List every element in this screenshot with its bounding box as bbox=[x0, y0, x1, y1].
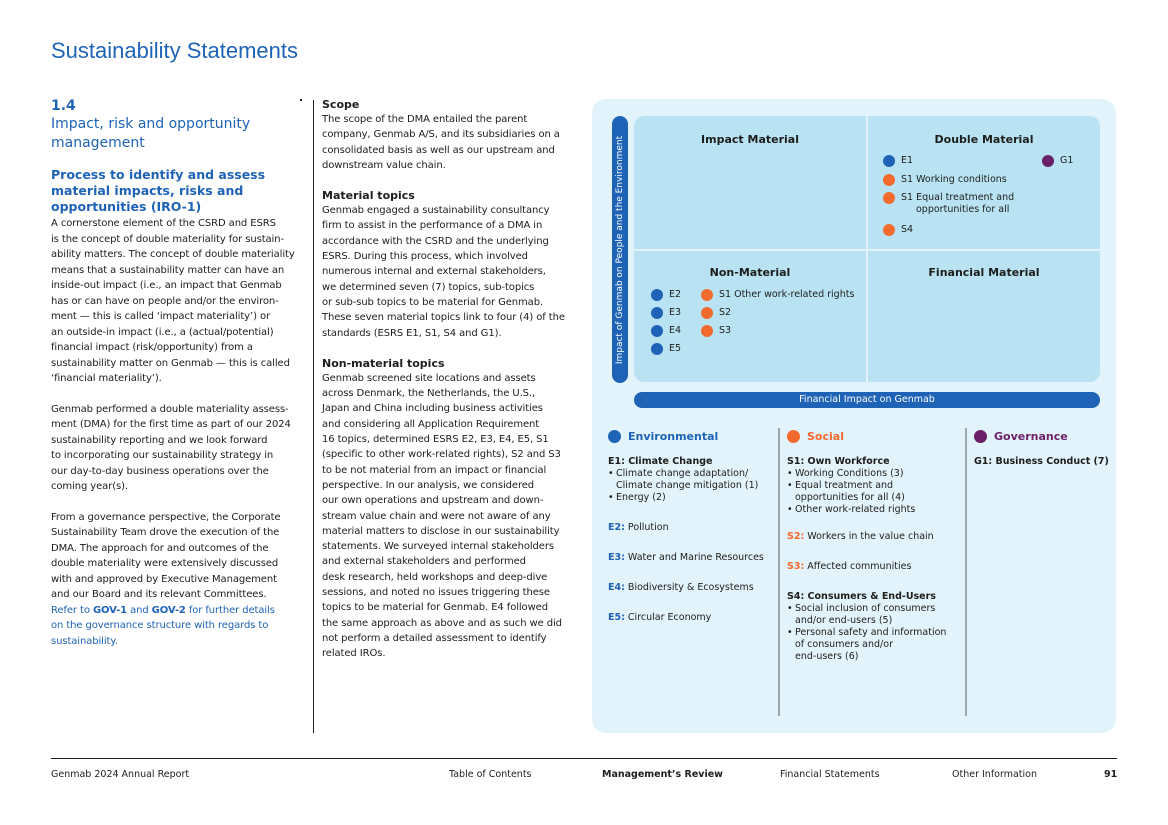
section-number: 1.4 bbox=[51, 98, 76, 114]
column-divider bbox=[313, 100, 314, 733]
point-s3: S3 bbox=[701, 325, 731, 337]
gov2-link[interactable]: GOV-2 bbox=[151, 604, 186, 616]
legend-separator-2 bbox=[965, 428, 967, 716]
point-s1-working-conditions: S1 Working conditions bbox=[883, 174, 1007, 186]
footer-report-name: Genmab 2024 Annual Report bbox=[51, 769, 190, 780]
point-e2: E2 bbox=[651, 289, 681, 301]
legend-governance: Governance G1: Business Conduct (7) bbox=[974, 429, 1109, 467]
point-e1: E1 bbox=[883, 155, 913, 167]
scope-text: The scope of the DMA entailed the parent company, Genmab A/S, and its subsidiaries on a consolidated basis as well as our upstream and downstream value chain. bbox=[322, 114, 560, 171]
double-material-title: Double Material bbox=[934, 133, 1034, 146]
point-s1-other-rights: S1 Other work-related rights bbox=[701, 289, 854, 301]
point-s2: S2 bbox=[701, 307, 731, 319]
non-material-title: Non-Material bbox=[709, 266, 791, 279]
footer-page-number: 91 bbox=[1104, 769, 1118, 780]
legend-social: Social S1: Own Workforce • Working Conditions (3) • Equal treatment and opportunities for all (4) • Other work-related rights S2: Workers in the value chain S3: Affected communities S4: Consumers & End-Users • Social inclusion of consumers and/or end-users (5) • Personal safety and information of consumers and/or end-users (6) bbox=[787, 428, 959, 663]
footer-nav-management-review[interactable]: Management’s Review bbox=[602, 769, 723, 780]
legend-environmental: Environmental E1: Climate Change • Climate change adaptation/ Climate change mitigation (1) • Energy (2) E2: Pollution E3: Water and Marine Resources E4: Biodiversity & Ecosystems E5: Circular Economy bbox=[608, 428, 773, 624]
x-axis-bar: Financial Impact on Genmab bbox=[634, 392, 1100, 408]
page-header-title: Sustainability Statements bbox=[51, 38, 299, 63]
non-material-topics-text: Genmab screened site locations and assets across Denmark, the Netherlands, the U.S., Japan and China including business activities and considering all Application Requirement 16 topics, determined ESRS E2, E3, E4, E5, S1 (specific to other work-related rights), S2 and S3 to be not material from an impact or financial perspective. In our analysis, we considered our own operations and upstream and down- stream value chain and were not aware of any material matters to disclose in our sustainability statements. We surveyed internal stakeholders and external stakeholders and performed desk research, held workshops and deep-dive sessions, and noted no issues triggering these topics to be material for Genmab. E4 followed the same approach as above and as such we did not perform a detailed assessment to identify related IROs. bbox=[322, 372, 562, 660]
footer-nav-toc[interactable]: Table of Contents bbox=[449, 769, 532, 780]
legend-separator-1 bbox=[778, 428, 780, 716]
section-title: Impact, risk and opportunity management bbox=[51, 116, 251, 151]
point-e3: E3 bbox=[651, 307, 681, 319]
scope-heading: Scope bbox=[322, 98, 360, 111]
non-material-topics-heading: Non-material topics bbox=[322, 356, 445, 370]
gov-reference-link[interactable]: Refer to GOV-1 and GOV-2 for further details on the governance structure with regards to sustainability. bbox=[51, 604, 275, 647]
material-topics-heading: Material topics bbox=[322, 189, 415, 203]
subsection-title: Process to identify and assess material impacts, risks and opportunities (IRO-1) bbox=[51, 167, 266, 214]
financial-material-title: Financial Material bbox=[928, 266, 1040, 279]
footer-nav-other-information[interactable]: Other Information bbox=[952, 769, 1037, 780]
column-intro bbox=[51, 98, 301, 649]
point-e5: E5 bbox=[651, 343, 681, 355]
paragraph-governance: From a governance perspective, the Corporate Sustainability Team drove the execution of the DMA. The approach for and outcomes of the double materiality were extensively discussed with and approved by Executive Management and our Board and its relevant Committees. Refer to GOV-1 and GOV-2 for further details on the governance structure with regards to sustainability. bbox=[51, 510, 301, 650]
footer-nav-financial-statements[interactable]: Financial Statements bbox=[780, 769, 880, 780]
legend-environmental-heading: Environmental bbox=[608, 428, 773, 444]
point-e4: E4 bbox=[651, 325, 681, 337]
legend-social-heading: Social bbox=[787, 428, 959, 444]
footer-divider bbox=[51, 758, 1117, 759]
point-s1-equal-treatment: S1 Equal treatment and opportunities for all bbox=[883, 192, 1014, 216]
point-s4: S4 bbox=[883, 224, 913, 236]
column-marker bbox=[300, 99, 302, 101]
y-axis-label: Impact of Genmab on People and the Environment bbox=[615, 135, 625, 364]
point-g1: G1 bbox=[1042, 155, 1073, 167]
paragraph-dma: Genmab performed a double materiality assess- ment (DMA) for the first time as part of our 2024 sustainability reporting and we look forward to incorporating our sustainability strategy in our day-to-day business operations over the coming year(s). bbox=[51, 403, 291, 492]
legend-governance-heading: Governance bbox=[974, 428, 1109, 444]
paragraph-double-materiality: A cornerstone element of the CSRD and ESRS is the concept of double materiality for sustain- ability matters. The concept of double materiality means that a sustainability matter can have an inside-out impact (i.e., an impact that Genmab has or can have on people and/or the environ- ment — this is called ‘impact materiality’) or an outside-in impact (i.e., a (actual/potential) financial impact (risk/opportunity) from a sustainability matter on Genmab — this is called ‘financial materiality’). bbox=[51, 218, 295, 384]
gov1-link[interactable]: GOV-1 bbox=[92, 604, 127, 616]
material-topics-text: Genmab engaged a sustainability consultancy firm to assist in the performance of a DMA in accordance with the CSRD and the underlying ESRS. During this process, which involved numerous internal and external stakeholders, we determined seven (7) topics, sub-topics or sub-sub topics to be material for Genmab. These seven material topics link to four (4) of the standards (ESRS E1, S1, S4 and G1). bbox=[322, 205, 565, 339]
impact-material-title: Impact Material bbox=[701, 133, 799, 146]
column-details bbox=[322, 98, 574, 662]
